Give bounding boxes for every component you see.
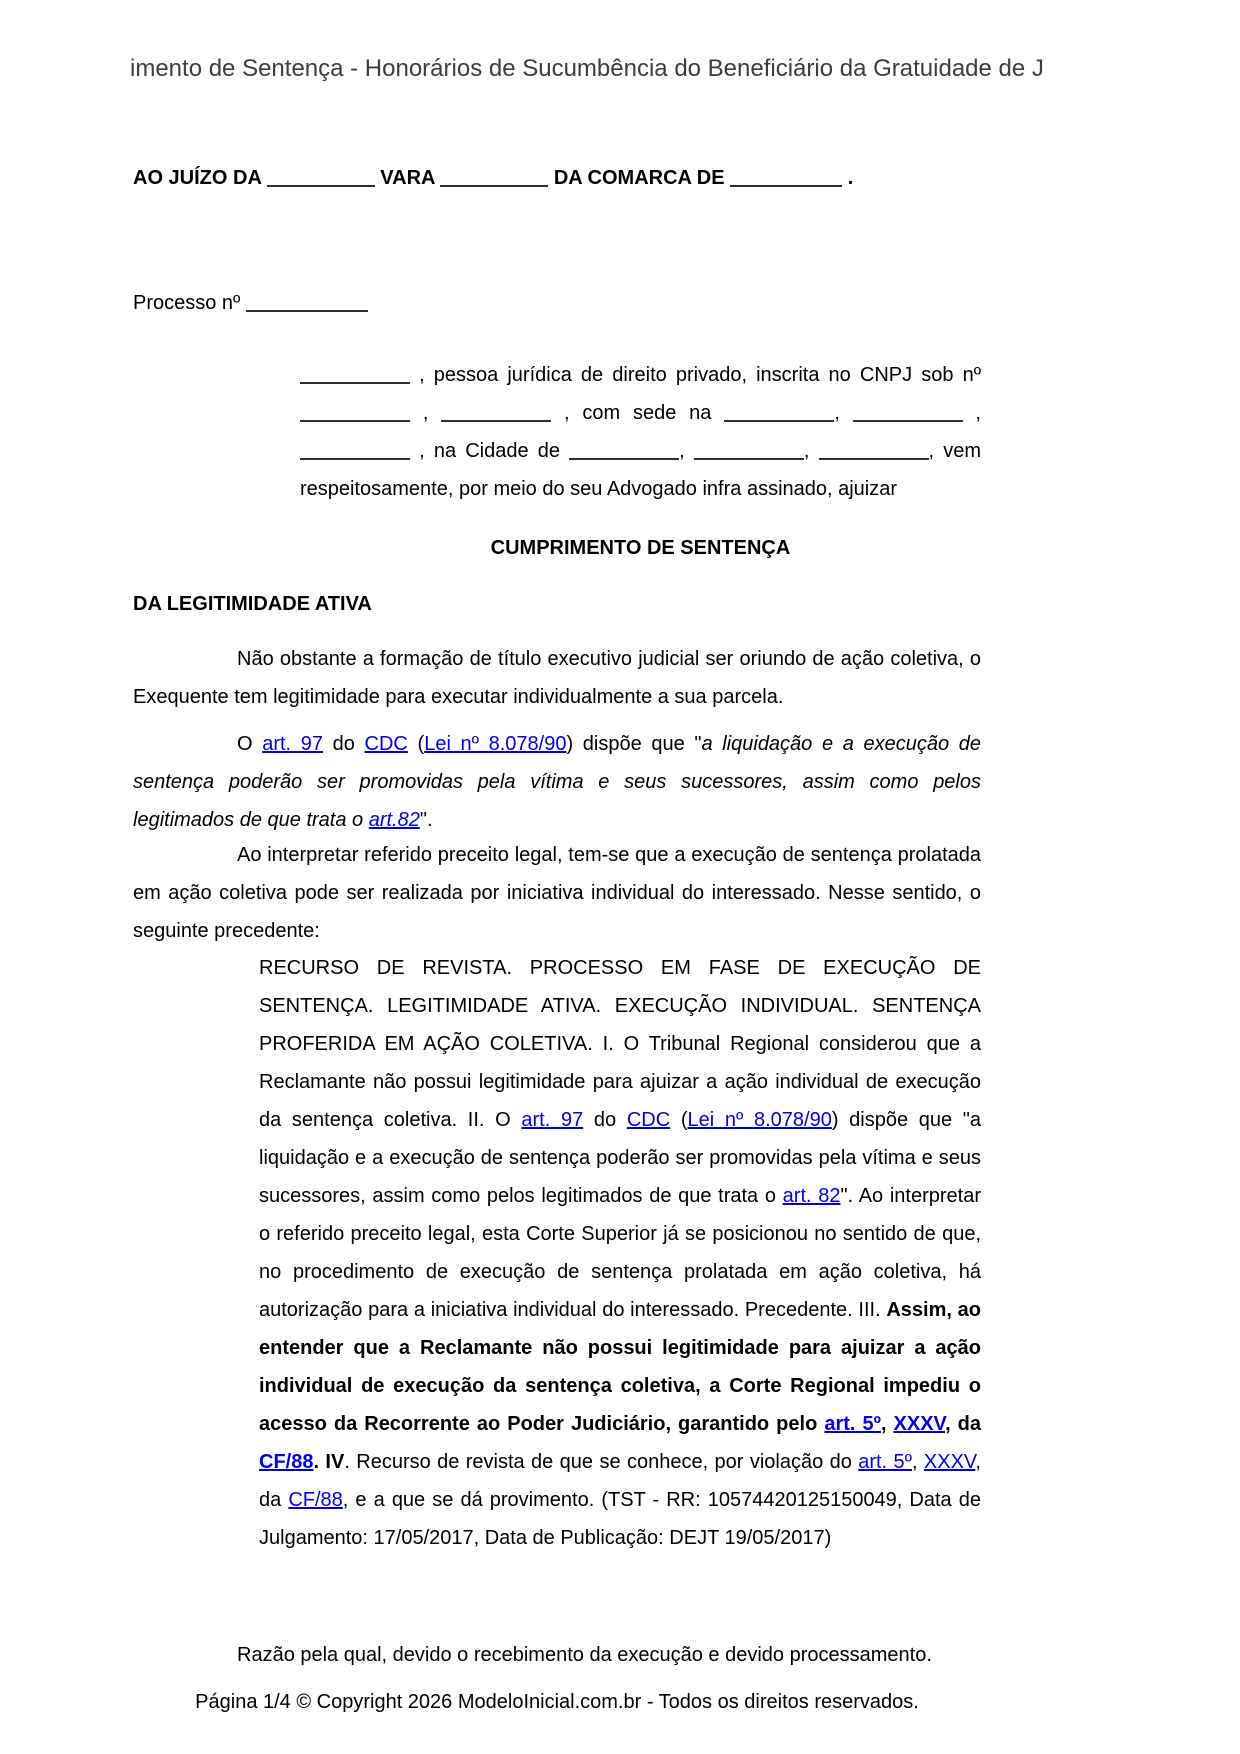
text-segment: , [834, 402, 853, 424]
legal-reference-link[interactable]: art. 5º [858, 1451, 912, 1473]
legal-reference-link[interactable]: art.82 [368, 809, 420, 831]
text-segment: VARA [374, 167, 441, 189]
text-segment: . [842, 167, 854, 189]
text-segment: . Recurso de revista de que se conhece, por violação do [344, 1451, 859, 1473]
section-heading-legitimidade: DA LEGITIMIDADE ATIVA [133, 593, 372, 615]
document-title: imento de Sentença - Honorários de Sucumbência do Beneficiário da Gratuidade de J [130, 55, 1044, 82]
blank-field [569, 444, 679, 460]
text-segment: Assim, ao entender que a Reclamante não possui legitimidade para ajuizar a ação individual de execução da sentença coletiva, a Corte Regional impediu o acesso da Recorrente ao Poder Judiciário, garantido pelo [259, 1299, 981, 1435]
legal-reference-link[interactable]: Lei nº 8.078/90 [687, 1109, 832, 1131]
legal-reference-link[interactable]: CF/88 [288, 1489, 343, 1511]
text-segment: , e a que se dá provimento. (TST - RR: 10574420125150049, Data de Julgamento: 17/05/2017, Data de Publicação: DEJT 19/05/2017) [259, 1489, 981, 1549]
page-footer: Página 1/4 © Copyright 2026 ModeloInicial.com.br - Todos os direitos reservados. [195, 1691, 919, 1713]
petition-title: CUMPRIMENTO DE SENTENÇA [490, 537, 791, 559]
text-segment: ) dispõe que " [566, 733, 702, 755]
text-segment: O [237, 733, 263, 755]
blank-field [300, 368, 410, 384]
legal-reference-link[interactable]: CDC [364, 733, 408, 755]
blank-field [694, 444, 804, 460]
text-segment: , [679, 440, 694, 462]
blank-field [441, 406, 551, 422]
text-segment: do [323, 733, 365, 755]
case-law-blockquote [259, 949, 981, 1557]
text-segment: . IV [313, 1451, 345, 1473]
blank-field [246, 296, 368, 312]
court-header-line [133, 163, 993, 193]
text-segment: , [803, 440, 819, 462]
blank-field [730, 171, 842, 187]
text-segment: ". [419, 809, 433, 831]
text-segment: , na Cidade de [410, 440, 570, 462]
text-segment: ) dispõe que "a liquidação e a execução de sentença poderão ser promovidas pela vítima e seus sucessores, assim como pelos legitimados de que trata o [259, 1109, 982, 1207]
text-segment: , da [259, 1451, 981, 1511]
legal-reference-link[interactable]: art. 5º [824, 1413, 881, 1435]
legal-reference-link[interactable]: art. 97 [262, 733, 323, 755]
text-segment: , com sede na [551, 402, 725, 424]
party-qualification-paragraph [300, 356, 981, 508]
blank-field [440, 171, 548, 187]
text-segment: , da [945, 1413, 981, 1435]
paragraph-art97-cdc [133, 725, 981, 839]
text-segment: Processo nº [133, 292, 246, 314]
legal-reference-link[interactable]: CF/88 [259, 1451, 314, 1473]
blank-field [724, 406, 834, 422]
legal-reference-link[interactable]: XXXV [893, 1413, 946, 1435]
text-segment: , vem respeitosamente, por meio do seu Advogado infra assinado, ajuizar [300, 440, 981, 500]
closing-request-paragraph: Razão pela qual, devido o recebimento da execução e devido processamento. [237, 1644, 932, 1666]
text-segment: , [962, 402, 981, 424]
blank-field [853, 406, 963, 422]
paragraph-standing: Não obstante a formação de título executivo judicial ser oriundo de ação coletiva, o Exequente tem legitimidade para executar individualmente a sua parcela. [133, 648, 981, 708]
text-segment: , [410, 402, 442, 424]
text-segment: ( [670, 1109, 688, 1131]
blank-field [267, 171, 375, 187]
blank-field [819, 444, 929, 460]
legal-reference-link[interactable]: art. 82 [782, 1185, 841, 1207]
text-segment: ". Ao interpretar o referido preceito legal, esta Corte Superior já se posicionou no sentido de que, no procedimento de execução de sentença prolatada em ação coletiva, há autorização para a iniciativa individual do interessado. Precedente. III. [259, 1185, 982, 1321]
text-segment: , [911, 1451, 924, 1473]
text-segment: , [880, 1413, 894, 1435]
blank-field [300, 406, 410, 422]
paragraph-interpretation: Ao interpretar referido preceito legal, tem-se que a execução de sentença prolatada em ação coletiva pode ser realizada por iniciativa individual do interessado. Nesse sentido, o seguinte precedente: [133, 844, 981, 942]
text-segment: AO JUÍZO DA [133, 167, 267, 189]
legal-reference-link[interactable]: art. 97 [521, 1109, 584, 1131]
text-segment: do [583, 1109, 627, 1131]
text-segment: a liquidação e a execução de sentença poderão ser promovidas pela vítima e seus sucessores, assim como pelos legitimados de que trata o [133, 733, 981, 831]
text-segment: RECURSO DE REVISTA. PROCESSO EM FASE DE EXECUÇÃO DE SENTENÇA. LEGITIMIDADE ATIVA. EXECUÇÃO INDIVIDUAL. SENTENÇA PROFERIDA EM AÇÃO COLETIVA. I. O Tribunal Regional considerou que a Reclamante não possui legitimidade para ajuizar a ação individual de execução da sentença coletiva. II. O [259, 957, 981, 1131]
legal-reference-link[interactable]: XXXV [923, 1451, 976, 1473]
text-segment: ( [407, 733, 425, 755]
text-segment: DA COMARCA DE [548, 167, 731, 189]
text-segment: , pessoa jurídica de direito privado, inscrita no CNPJ sob nº [410, 364, 981, 386]
legal-reference-link[interactable]: Lei nº 8.078/90 [424, 733, 567, 755]
legal-reference-link[interactable]: CDC [626, 1109, 671, 1131]
blank-field [300, 444, 410, 460]
process-number-line [133, 288, 733, 318]
